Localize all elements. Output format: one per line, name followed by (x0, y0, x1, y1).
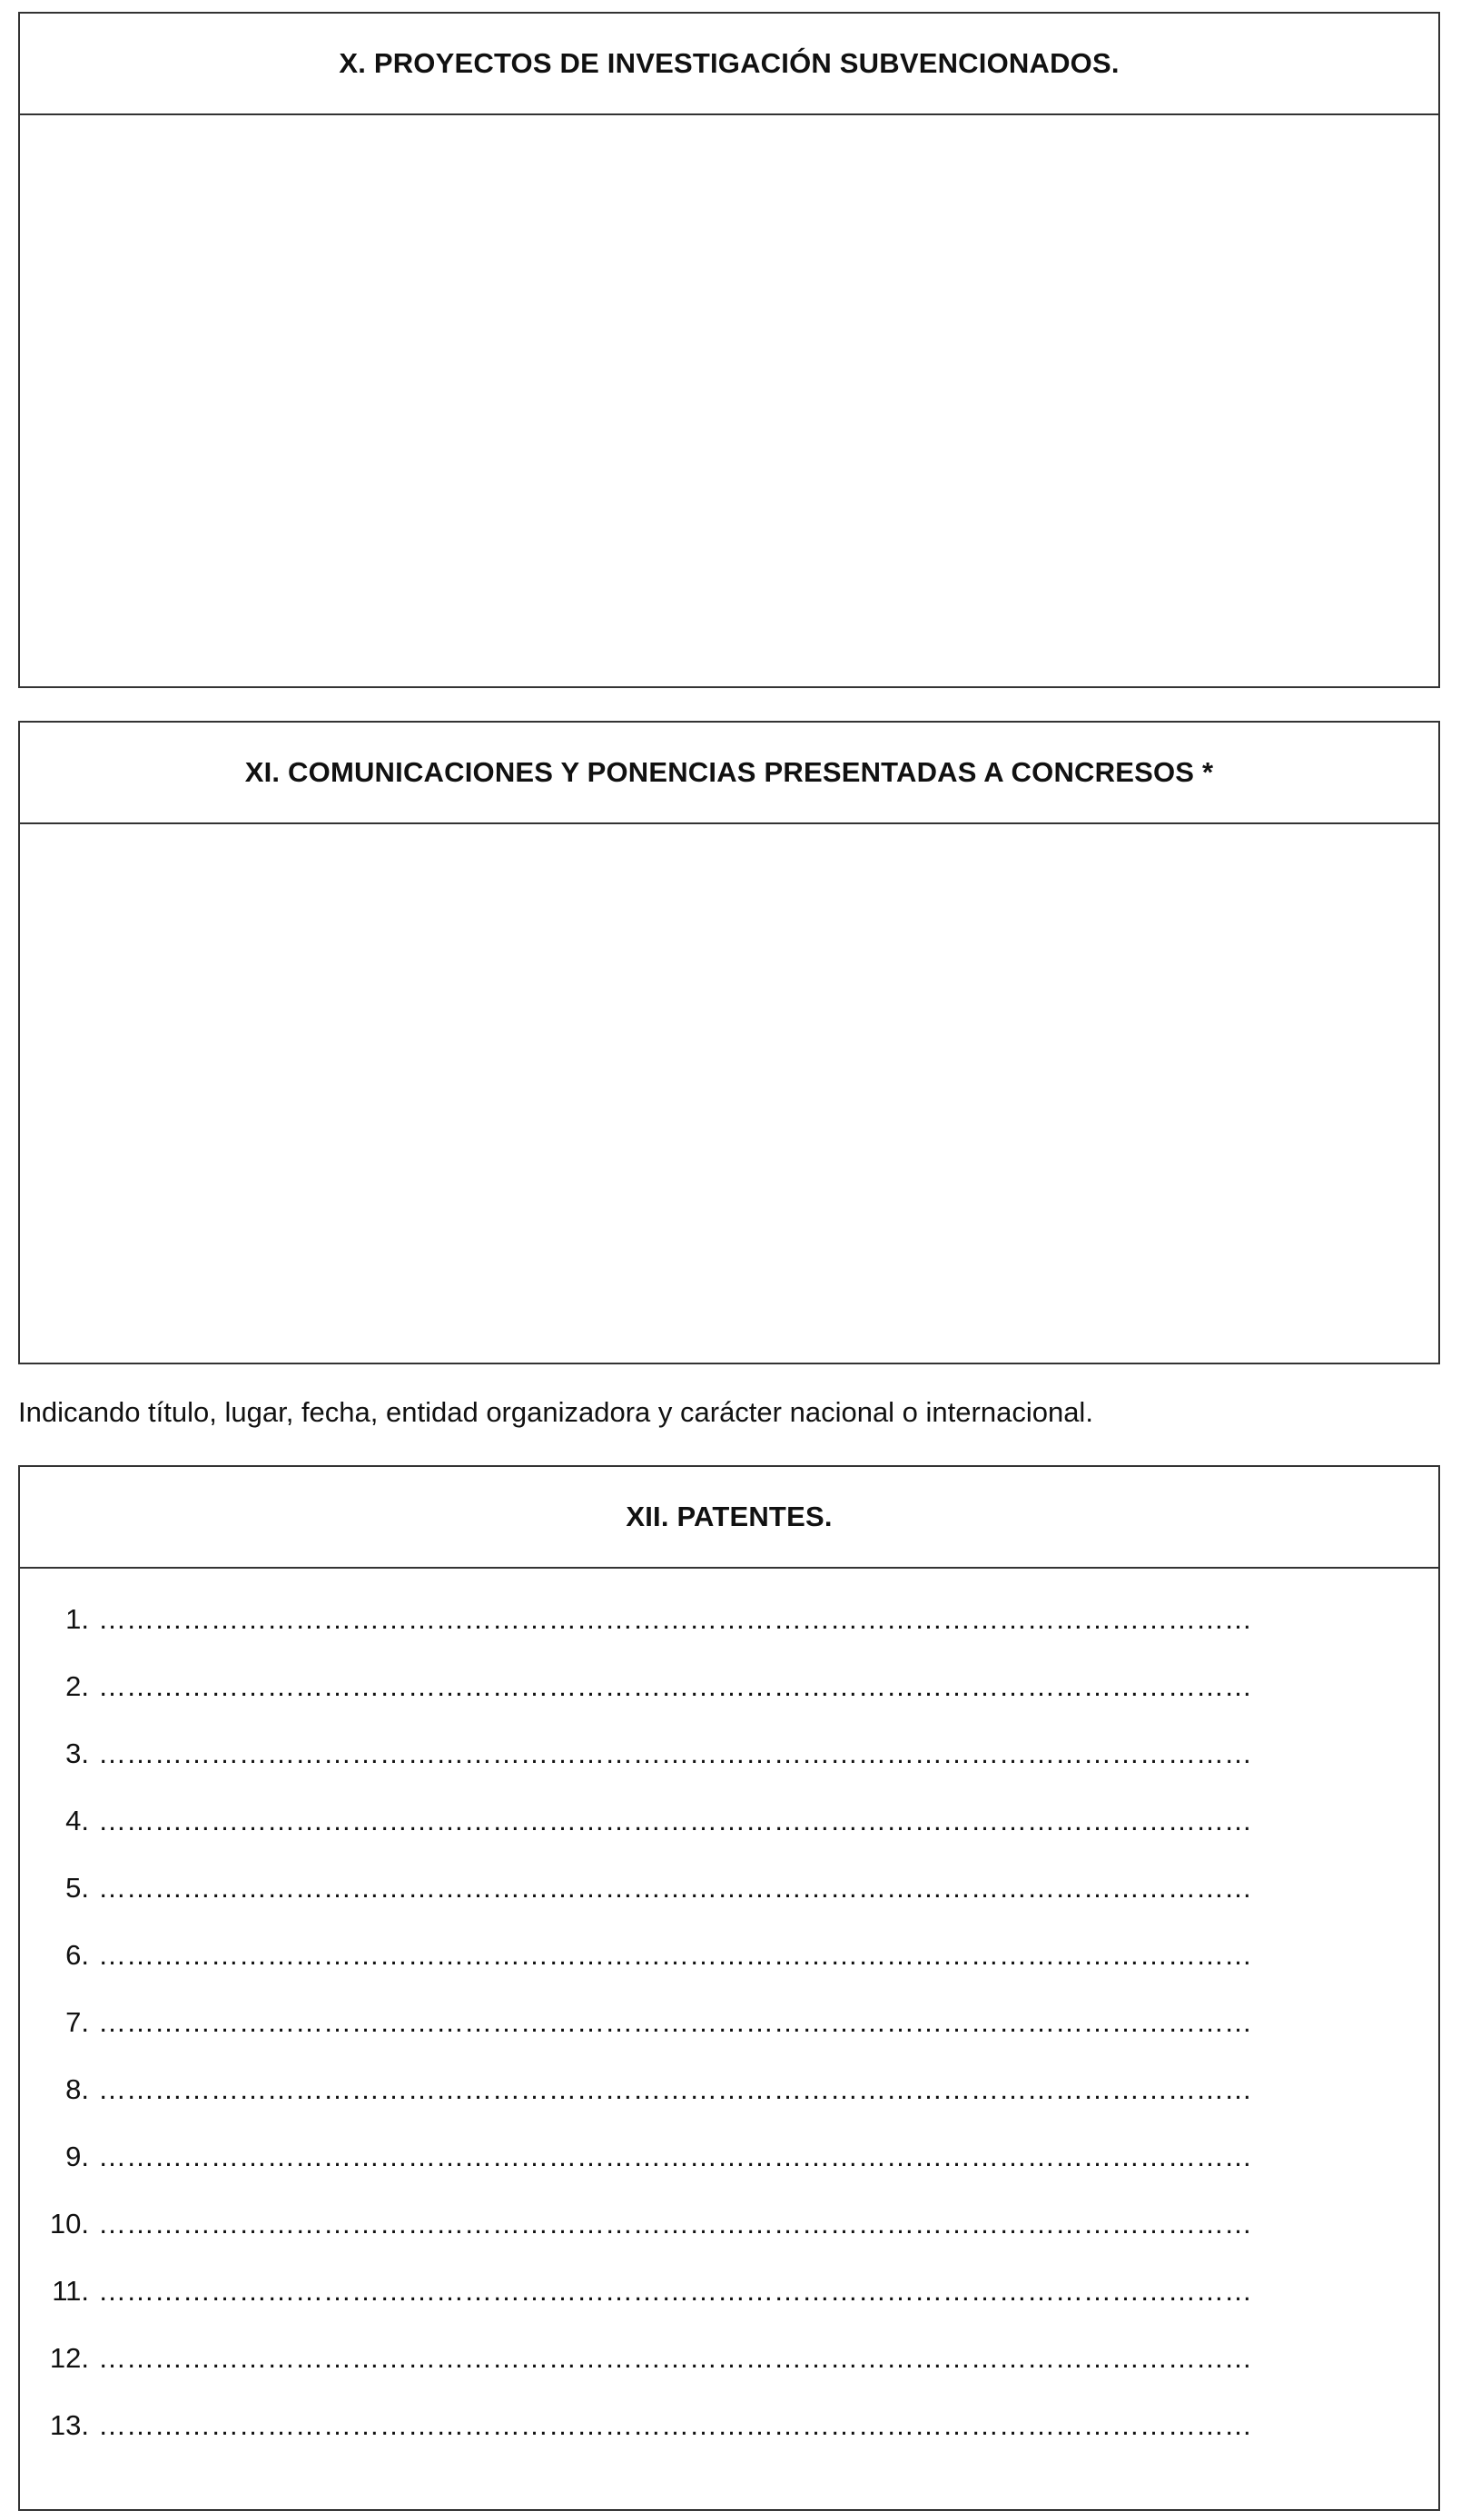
patent-entry-line[interactable]: …………………………………………………………………………………………………………… (98, 2208, 1252, 2239)
patent-row[interactable] (20, 1993, 1438, 2061)
section-x-header (20, 14, 1438, 115)
patent-row[interactable] (20, 2262, 1438, 2329)
section-x-box (18, 12, 1440, 688)
section-xi-header (20, 723, 1438, 824)
patent-row[interactable] (20, 2128, 1438, 2195)
patent-number: 12. (49, 2342, 89, 2374)
patent-entry-line[interactable]: …………………………………………………………………………………………………………… (98, 1670, 1252, 1702)
patent-number: 10. (49, 2208, 89, 2239)
patent-number: 13. (49, 2409, 89, 2441)
section-xii-header (20, 1467, 1438, 1569)
patent-row[interactable] (20, 2195, 1438, 2262)
section-xi-footnote: Indicando título, lugar, fecha, entidad organizadora y carácter nacional o internacional. (18, 1396, 1093, 1428)
patent-entry-line[interactable]: …………………………………………………………………………………………………………… (98, 2073, 1252, 2105)
patent-row[interactable] (20, 1725, 1438, 1792)
patent-number: 8. (65, 2073, 89, 2105)
section-xii-title: XII. PATENTES. (626, 1501, 833, 1532)
patent-number: 4. (65, 1805, 89, 1836)
patent-number: 1. (65, 1603, 89, 1635)
patent-entry-line[interactable]: …………………………………………………………………………………………………………… (98, 1939, 1252, 1971)
patent-row[interactable] (20, 1792, 1438, 1859)
patent-number: 7. (65, 2006, 89, 2038)
patent-row[interactable] (20, 1859, 1438, 1926)
patent-entry-line[interactable]: …………………………………………………………………………………………………………… (98, 2006, 1252, 2038)
patent-number: 3. (65, 1737, 89, 1769)
patent-entry-line[interactable]: …………………………………………………………………………………………………………… (98, 1805, 1252, 1836)
patent-row[interactable] (20, 1658, 1438, 1725)
patent-row[interactable] (20, 1926, 1438, 1993)
patent-entry-line[interactable]: …………………………………………………………………………………………………………… (98, 2141, 1252, 2172)
patent-row[interactable] (20, 2329, 1438, 2397)
patent-row[interactable] (20, 2061, 1438, 2128)
patent-row[interactable] (20, 2397, 1438, 2464)
patent-row[interactable] (20, 1590, 1438, 1658)
patent-number: 6. (65, 1939, 89, 1971)
patent-number: 9. (65, 2141, 89, 2172)
patent-entry-line[interactable]: …………………………………………………………………………………………………………… (98, 2275, 1252, 2307)
patent-list (20, 1590, 1438, 2464)
patent-entry-line[interactable]: …………………………………………………………………………………………………………… (98, 2342, 1252, 2374)
patent-entry-line[interactable]: …………………………………………………………………………………………………………… (98, 1737, 1252, 1769)
patent-number: 11. (52, 2275, 89, 2307)
section-xii-box (18, 1465, 1440, 2511)
patent-entry-line[interactable]: …………………………………………………………………………………………………………… (98, 2409, 1252, 2441)
section-xi-box (18, 721, 1440, 1364)
section-x-title: X. PROYECTOS DE INVESTIGACIÓN SUBVENCIONADOS. (339, 47, 1120, 79)
patent-entry-line[interactable]: …………………………………………………………………………………………………………… (98, 1603, 1252, 1635)
patent-number: 5. (65, 1872, 89, 1904)
patent-number: 2. (65, 1670, 89, 1702)
section-xi-title: XI. COMUNICACIONES Y PONENCIAS PRESENTADAS A CONCRESOS * (244, 756, 1214, 788)
patent-entry-line[interactable]: …………………………………………………………………………………………………………… (98, 1872, 1252, 1904)
